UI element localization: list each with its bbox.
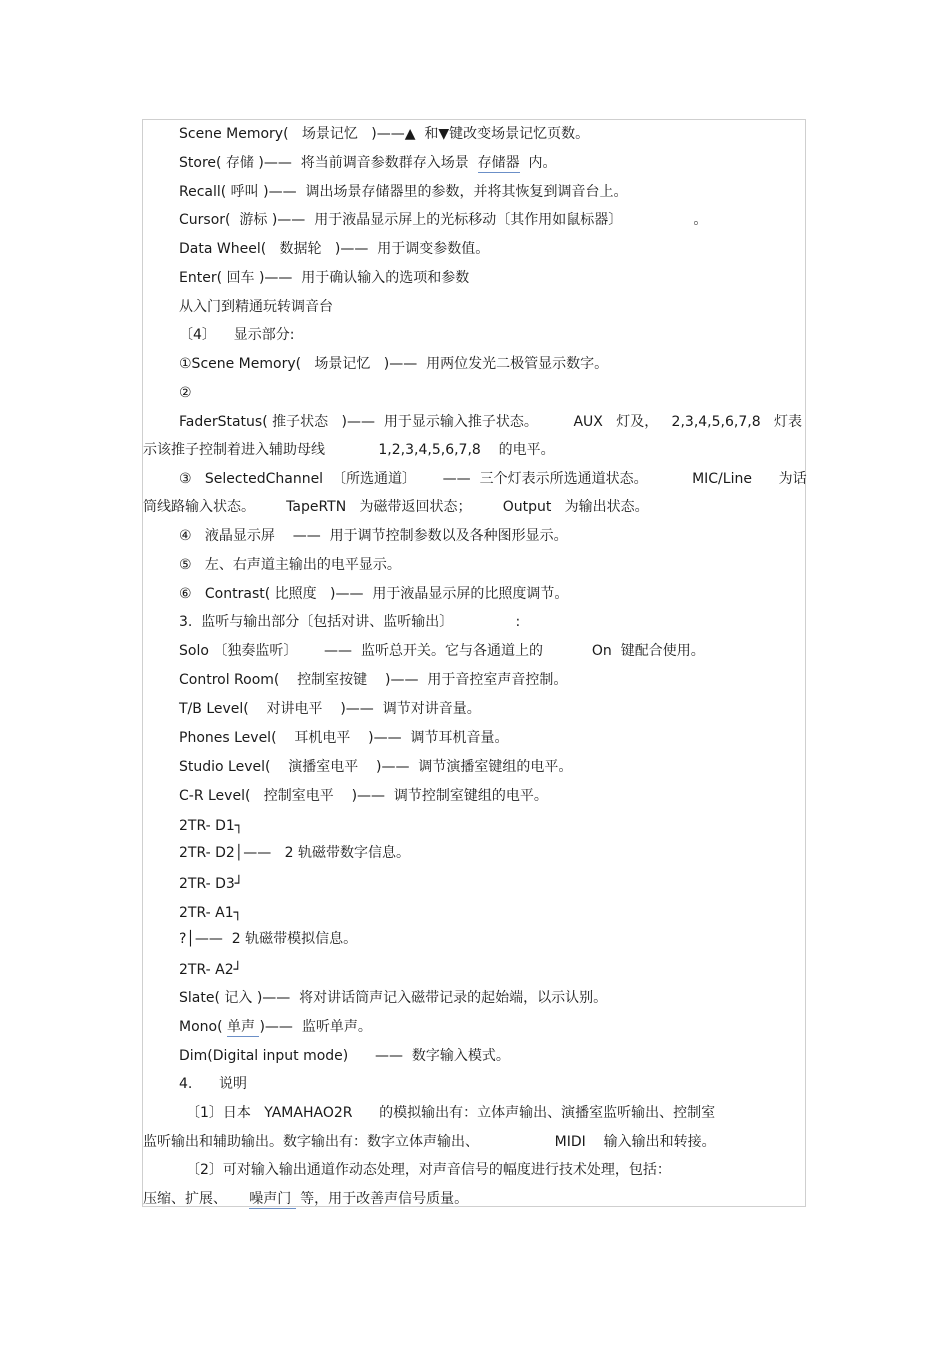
line-note-2: 〔2〕可对输入输出通道作动态处理，对声音信号的幅度进行技术处理，包括： (186, 1162, 671, 1178)
link-mono[interactable]: 单声 (227, 1019, 260, 1035)
line-circle-2: ② (179, 385, 192, 401)
line-fader-status: FaderStatus( 推子状态 )—— 用于显示输入推子状态。 AUX 灯及， 2,3,4,5,6,7,8 灯表 (179, 414, 802, 430)
line-fader-status-cont: 示该推子控制着进入辅助母线 1,2,3,4,5,6,7,8 的电平。 (143, 442, 555, 458)
line-tb-level: T/B Level( 对讲电平 )—— 调节对讲音量。 (179, 701, 481, 717)
line-note-2-text: 压缩、扩展、 (143, 1191, 250, 1207)
line-selected-channel-cont: 筒线路输入状态。 TapeRTN 为磁带返回状态； Output 为输出状态。 (143, 499, 649, 515)
line-notes-heading: 4. 说明 (179, 1076, 248, 1092)
line-dim: Dim(Digital input mode) —— 数字输入模式。 (179, 1048, 510, 1064)
line-note-1: 〔1〕日本 YAMAHAO2R 的模拟输出有：立体声输出、演播室监听输出、控制室 (186, 1105, 716, 1121)
line-2tr-a2: 2TR- A2┘ (179, 962, 243, 978)
line-recall: Recall( 呼叫 )—— 调出场景存储器里的参数，并将其恢复到调音台上。 (179, 184, 628, 200)
line-store-end: 内。 (519, 155, 557, 171)
line-data-wheel: Data Wheel( 数据轮 )—— 用于调变参数值。 (179, 241, 490, 257)
line-solo: Solo 〔独奏监听〕 —— 监听总开关。它与各通道上的 On 键配合使用。 (179, 643, 705, 659)
line-mono (179, 1018, 372, 1036)
line-tagline: 从入门到精通玩转调音台 (179, 299, 333, 315)
line-display-section: 〔4〕 显示部分: (179, 327, 295, 343)
line-enter: Enter( 回车 )—— 用于确认输入的选项和参数 (179, 270, 470, 286)
line-2tr-analog: ?│—— 2 轨磁带模拟信息。 (179, 931, 358, 947)
line-phones-level: Phones Level( 耳机电平 )—— 调节耳机音量。 (179, 730, 509, 746)
line-note-2-end: 等，用于改善声信号质量。 (295, 1191, 469, 1207)
line-mono-end: )—— 监听单声。 (259, 1019, 372, 1035)
link-noise-gate[interactable]: 噪声门 (249, 1191, 296, 1207)
line-cr-level: C-R Level( 控制室电平 )—— 调节控制室键组的电平。 (179, 788, 548, 804)
line-scene-memory: Scene Memory( 场景记忆 )——▲ 和▼键改变场景记忆页数。 (179, 126, 590, 142)
line-note-2-cont (143, 1190, 468, 1208)
line-2tr-d1: 2TR- D1┐ (179, 818, 244, 834)
line-control-room: Control Room( 控制室按键 )—— 用于音控室声音控制。 (179, 672, 568, 688)
line-scene-display: ①Scene Memory( 场景记忆 )—— 用两位发光二极管显示数字。 (179, 356, 609, 372)
line-lcd: ④ 液晶显示屏 —— 用于调节控制参数以及各种图形显示。 (179, 528, 568, 544)
line-store (179, 154, 557, 172)
line-slate: Slate( 记入 )—— 将对讲话筒声记入磁带记录的起始端，以示认别。 (179, 990, 608, 1006)
link-storage[interactable]: 存储器 (477, 155, 520, 171)
line-2tr-d2: 2TR- D2│—— 2 轨磁带数字信息。 (179, 845, 410, 861)
line-store-text: Store( 存储 )—— 将当前调音参数群存入场景 (179, 155, 478, 171)
line-studio-level: Studio Level( 演播室电平 )—— 调节演播室键组的电平。 (179, 759, 573, 775)
line-monitor-section: 3. 监听与输出部分〔包括对讲、监听输出〕 : (179, 614, 521, 630)
line-note-1-cont: 监听输出和辅助输出。数字输出有：数字立体声输出、 MIDI 输入输出和转接。 (143, 1134, 716, 1150)
line-2tr-a1: 2TR- A1┐ (179, 905, 243, 921)
line-contrast: ⑥ Contrast( 比照度 )—— 用于液晶显示屏的比照度调节。 (179, 586, 569, 602)
line-level-display: ⑤ 左、右声道主输出的电平显示。 (179, 557, 401, 573)
line-2tr-d3: 2TR- D3┘ (179, 876, 244, 892)
line-cursor: Cursor( 游标 )—— 用于液晶显示屏上的光标移动〔其作用如鼠标器〕 。 (179, 212, 708, 228)
line-mono-text: Mono( (179, 1019, 227, 1035)
line-selected-channel: ③ SelectedChannel 〔所选通道〕 —— 三个灯表示所选通道状态。 MIC/Line 为话 (179, 471, 807, 487)
